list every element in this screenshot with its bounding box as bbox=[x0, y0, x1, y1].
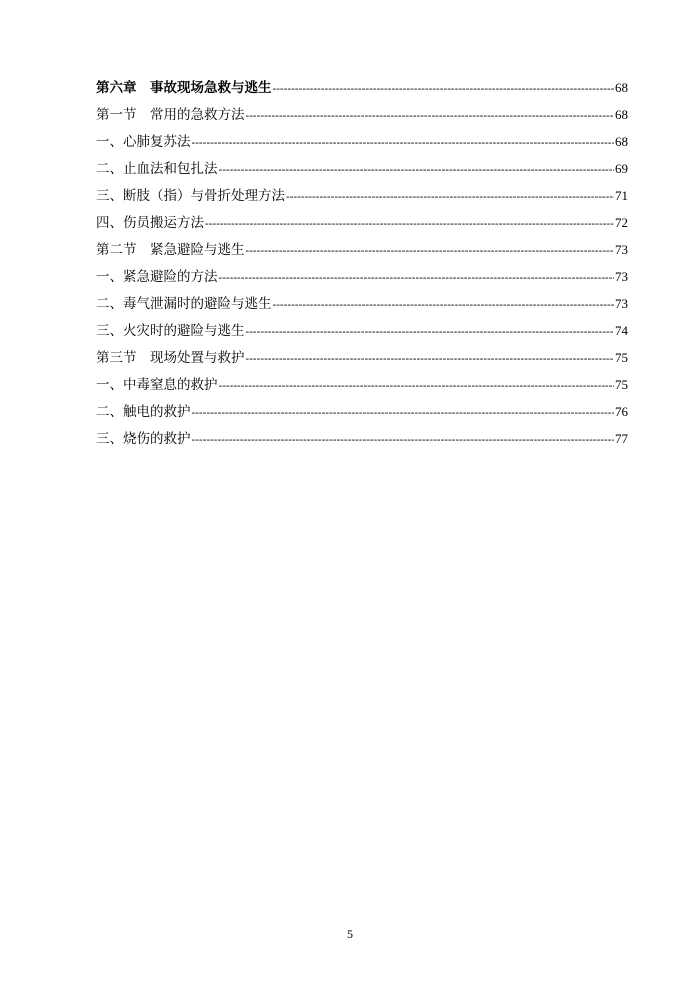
toc-entry-page: 68 bbox=[615, 134, 628, 149]
toc-entry-page: 71 bbox=[615, 188, 628, 203]
toc-leader-dots bbox=[219, 372, 615, 399]
toc-entry-page: 74 bbox=[615, 323, 628, 338]
toc-leader-dots bbox=[205, 210, 614, 237]
toc-entry-title: 第二节 紧急避险与逃生 bbox=[96, 242, 245, 258]
toc-entry-title: 第六章 事故现场急救与逃生 bbox=[96, 80, 272, 96]
toc-entry-title: 三、烧伤的救护 bbox=[96, 431, 191, 447]
toc-leader-dots bbox=[192, 129, 615, 156]
toc-entry-title: 二、触电的救护 bbox=[96, 404, 191, 420]
toc-entry-page: 76 bbox=[615, 404, 628, 419]
toc-entry-page: 68 bbox=[615, 107, 628, 122]
toc-entry-page: 75 bbox=[615, 377, 628, 392]
toc-entry-item[interactable] bbox=[96, 371, 628, 398]
toc-entry-title: 三、断肢（指）与骨折处理方法 bbox=[96, 188, 285, 204]
toc-entry-section-1[interactable] bbox=[96, 101, 628, 128]
toc-leader-dots bbox=[219, 264, 615, 291]
toc-entry-item[interactable] bbox=[96, 425, 628, 452]
toc-leader-dots bbox=[246, 102, 615, 129]
page-number: 5 bbox=[347, 927, 353, 941]
toc-entry-title: 四、伤员搬运方法 bbox=[96, 215, 204, 231]
toc-entry-title: 一、中毒窒息的救护 bbox=[96, 377, 218, 393]
toc-leader-dots bbox=[192, 399, 615, 426]
toc-entry-item[interactable] bbox=[96, 290, 628, 317]
toc-leader-dots bbox=[246, 318, 615, 345]
toc-entry-page: 73 bbox=[615, 269, 628, 284]
table-of-contents bbox=[96, 74, 628, 452]
toc-entry-title: 二、止血法和包扎法 bbox=[96, 161, 218, 177]
toc-leader-dots bbox=[219, 156, 615, 183]
toc-leader-dots bbox=[273, 291, 615, 318]
toc-entry-title: 三、火灾时的避险与逃生 bbox=[96, 323, 245, 339]
toc-entry-page: 73 bbox=[615, 296, 628, 311]
toc-leader-dots bbox=[192, 426, 615, 453]
toc-entry-page: 73 bbox=[615, 242, 628, 257]
toc-entry-item[interactable] bbox=[96, 182, 628, 209]
toc-leader-dots bbox=[246, 345, 615, 372]
toc-entry-title: 一、心肺复苏法 bbox=[96, 134, 191, 150]
toc-entry-item[interactable] bbox=[96, 209, 628, 236]
toc-entry-item[interactable] bbox=[96, 317, 628, 344]
toc-entry-item[interactable] bbox=[96, 128, 628, 155]
toc-entry-page: 75 bbox=[615, 350, 628, 365]
toc-entry-title: 第一节 常用的急救方法 bbox=[96, 107, 245, 123]
toc-leader-dots bbox=[273, 75, 615, 102]
toc-entry-title: 二、毒气泄漏时的避险与逃生 bbox=[96, 296, 272, 312]
toc-entry-chapter-6[interactable] bbox=[96, 74, 628, 101]
toc-entry-item[interactable] bbox=[96, 263, 628, 290]
toc-entry-section-3[interactable] bbox=[96, 344, 628, 371]
toc-entry-item[interactable] bbox=[96, 155, 628, 182]
toc-leader-dots bbox=[286, 183, 614, 210]
toc-entry-item[interactable] bbox=[96, 398, 628, 425]
toc-entry-page: 69 bbox=[615, 161, 628, 176]
toc-entry-section-2[interactable] bbox=[96, 236, 628, 263]
toc-entry-title: 一、紧急避险的方法 bbox=[96, 269, 218, 285]
toc-leader-dots bbox=[246, 237, 615, 264]
toc-entry-title: 第三节 现场处置与救护 bbox=[96, 350, 245, 366]
toc-entry-page: 77 bbox=[615, 431, 628, 446]
toc-entry-page: 72 bbox=[615, 215, 628, 230]
toc-entry-page: 68 bbox=[615, 80, 628, 95]
